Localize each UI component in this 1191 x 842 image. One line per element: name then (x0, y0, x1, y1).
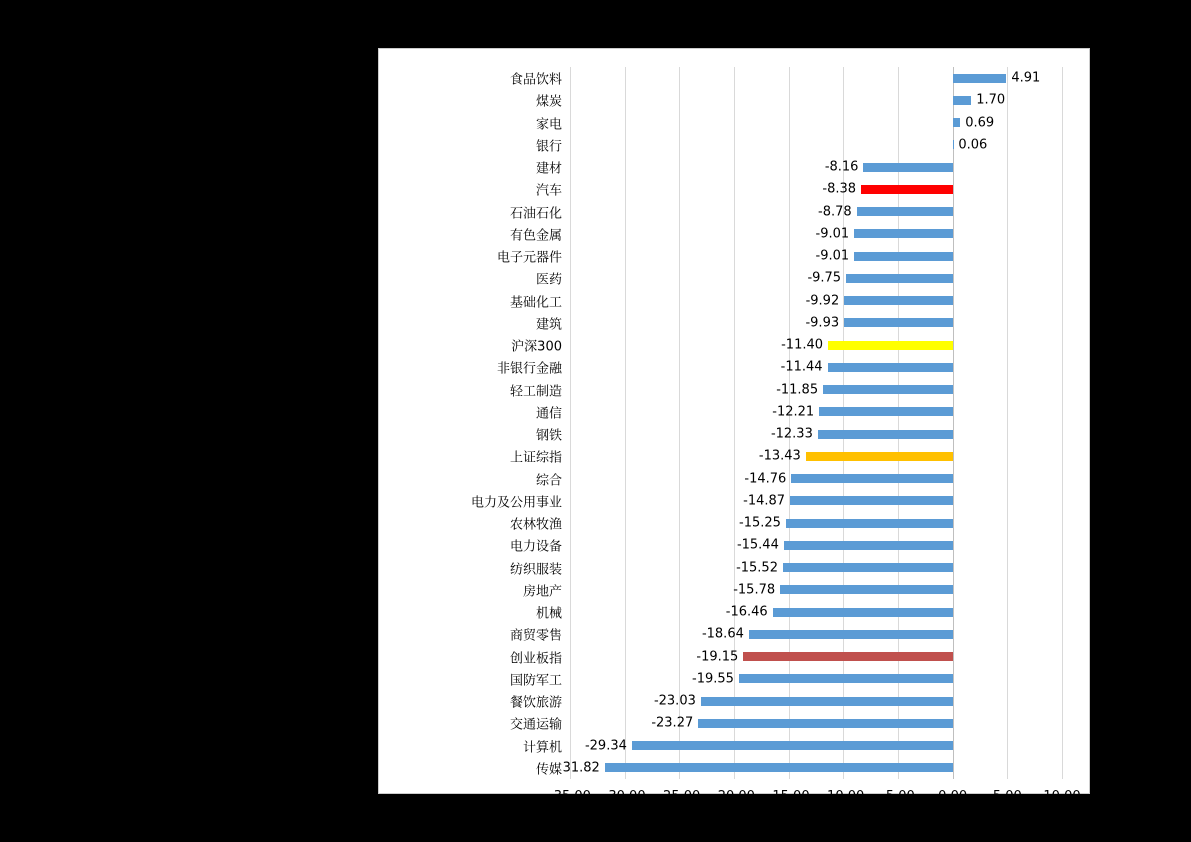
chart-panel (378, 48, 1090, 804)
chart-row (470, 490, 1062, 512)
value-label: -9.01 (815, 226, 850, 242)
chart-row (535, 156, 1062, 178)
bar (749, 630, 953, 639)
category-label: 计算机 (522, 740, 562, 756)
category-label: 电子元器件 (496, 250, 562, 266)
bar (953, 74, 1007, 83)
x-axis-tick-label: -25.00 (658, 789, 701, 804)
bar (828, 363, 953, 372)
bar (818, 430, 953, 439)
category-label: 建筑 (535, 317, 562, 333)
chart-row (509, 712, 1062, 734)
value-label: -12.33 (770, 426, 813, 442)
bar (844, 318, 953, 327)
category-label: 纺织服装 (509, 562, 562, 578)
value-label: -16.46 (725, 604, 768, 620)
value-label: -19.15 (696, 649, 739, 665)
bar (701, 697, 953, 706)
bar (823, 385, 953, 394)
x-axis-tick-label: 10.00 (1043, 789, 1081, 804)
category-label: 建材 (535, 161, 562, 177)
category-label: 创业板指 (509, 651, 562, 667)
x-axis-tick-label: -5.00 (881, 789, 915, 804)
bar (844, 296, 952, 305)
chart-row (535, 423, 1062, 445)
category-label: 国防军工 (509, 673, 562, 689)
bar (743, 652, 952, 661)
bar (739, 674, 953, 683)
value-label: -9.93 (805, 315, 840, 331)
chart-row (511, 334, 1062, 356)
category-label: 轻工制造 (509, 384, 562, 400)
bar (786, 519, 953, 528)
category-label: 沪深300 (511, 339, 562, 355)
bar (819, 407, 952, 416)
category-label: 银行 (535, 139, 562, 155)
category-label: 非银行金融 (496, 361, 562, 377)
category-label: 家电 (535, 117, 562, 133)
chart-row (509, 557, 1062, 579)
value-label: -8.78 (818, 204, 852, 220)
value-label: 0.06 (958, 137, 988, 153)
bar (605, 763, 953, 772)
chart-row (509, 201, 1062, 223)
chart-row (509, 290, 1062, 312)
chart-row (535, 757, 1062, 779)
bar (854, 229, 953, 238)
value-label: -11.44 (780, 359, 823, 375)
x-axis-tick-label: -30.00 (603, 789, 646, 804)
chart-row (535, 267, 1062, 289)
bar (773, 608, 953, 617)
bar (698, 719, 952, 728)
value-label: -18.64 (701, 626, 744, 642)
category-label: 钢铁 (535, 428, 562, 444)
bar (861, 185, 953, 194)
category-label: 通信 (535, 406, 562, 422)
bar (828, 341, 953, 350)
chart-row (535, 601, 1062, 623)
value-label: -19.55 (692, 671, 734, 687)
bar (953, 118, 961, 127)
category-label: 有色金属 (509, 228, 562, 244)
value-label: -9.92 (805, 293, 840, 309)
value-label: -11.85 (776, 382, 819, 398)
category-label: 综合 (535, 473, 562, 489)
x-axis-tick-label: 0.00 (938, 789, 968, 804)
chart-row (522, 579, 1062, 601)
chart-row (509, 67, 1062, 89)
gridline (1062, 67, 1063, 779)
category-label: 农林牧渔 (509, 517, 562, 533)
value-label: -13.43 (758, 448, 801, 464)
category-label: 食品饮料 (509, 72, 562, 88)
category-label: 交通运输 (509, 717, 562, 733)
chart-row (509, 223, 1062, 245)
plot-area (470, 67, 1062, 779)
bar (783, 563, 953, 572)
x-axis-tick-label: -35.00 (549, 789, 591, 804)
x-axis-tick-label: 5.00 (992, 789, 1022, 804)
category-label: 房地产 (522, 584, 562, 600)
value-label: -23.27 (651, 715, 694, 731)
category-label: 电力及公用事业 (470, 495, 562, 511)
chart-row (535, 468, 1062, 490)
category-label: 电力设备 (509, 539, 562, 555)
category-label: 上证综指 (509, 450, 562, 466)
value-label: -15.25 (739, 515, 781, 531)
x-axis (549, 789, 1081, 809)
value-label: -14.76 (744, 471, 787, 487)
category-label: 汽车 (535, 183, 562, 199)
chart-row (535, 134, 1062, 156)
bar (857, 207, 953, 216)
value-label: 31.82 (562, 760, 600, 776)
x-axis-tick-label: -15.00 (767, 789, 810, 804)
category-label: 基础化工 (509, 295, 562, 311)
chart-row (509, 379, 1062, 401)
chart-row (522, 735, 1062, 757)
category-label: 商贸零售 (509, 628, 562, 644)
bar (632, 741, 953, 750)
value-label: -8.38 (822, 181, 857, 197)
value-label: 0.69 (965, 115, 995, 131)
chart-row (509, 668, 1062, 690)
bar (854, 252, 953, 261)
value-label: -15.52 (736, 560, 778, 576)
category-label: 传媒 (535, 762, 562, 778)
category-label: 餐饮旅游 (509, 695, 562, 711)
x-axis-tick-label: -20.00 (713, 789, 755, 804)
value-label: -23.03 (653, 693, 696, 709)
chart-row (509, 512, 1062, 534)
bar (790, 496, 953, 505)
bar (863, 163, 952, 172)
value-label: 4.91 (1011, 70, 1041, 86)
chart-row (535, 178, 1062, 200)
chart-row (509, 445, 1062, 467)
value-label: -14.87 (743, 493, 786, 509)
bar (791, 474, 952, 483)
value-label: -8.16 (824, 159, 859, 175)
bar (953, 140, 954, 149)
value-label: -15.78 (733, 582, 776, 598)
chart-row (535, 89, 1062, 111)
value-label: -9.75 (807, 270, 842, 286)
category-label: 石油石化 (509, 206, 562, 222)
value-label: -15.44 (736, 537, 779, 553)
category-label: 煤炭 (535, 94, 562, 110)
bar (806, 452, 953, 461)
chart-row (535, 112, 1062, 134)
value-label: -9.01 (815, 248, 850, 264)
bar (780, 585, 953, 594)
chart-row (509, 690, 1062, 712)
bar (784, 541, 953, 550)
category-label: 机械 (535, 606, 562, 622)
chart-row (496, 356, 1062, 378)
chart-row (535, 312, 1062, 334)
value-label: -11.40 (781, 337, 824, 353)
bar (953, 96, 972, 105)
chart-row (509, 623, 1062, 645)
category-label: 医药 (535, 272, 562, 288)
chart-row (509, 646, 1062, 668)
chart-row (496, 245, 1062, 267)
value-label: 1.70 (976, 92, 1006, 108)
x-axis-tick-label: -10.00 (822, 789, 865, 804)
value-label: -12.21 (772, 404, 815, 420)
chart-row (535, 401, 1062, 423)
bar (846, 274, 953, 283)
value-label: -29.34 (584, 738, 627, 754)
chart-row (509, 534, 1062, 556)
